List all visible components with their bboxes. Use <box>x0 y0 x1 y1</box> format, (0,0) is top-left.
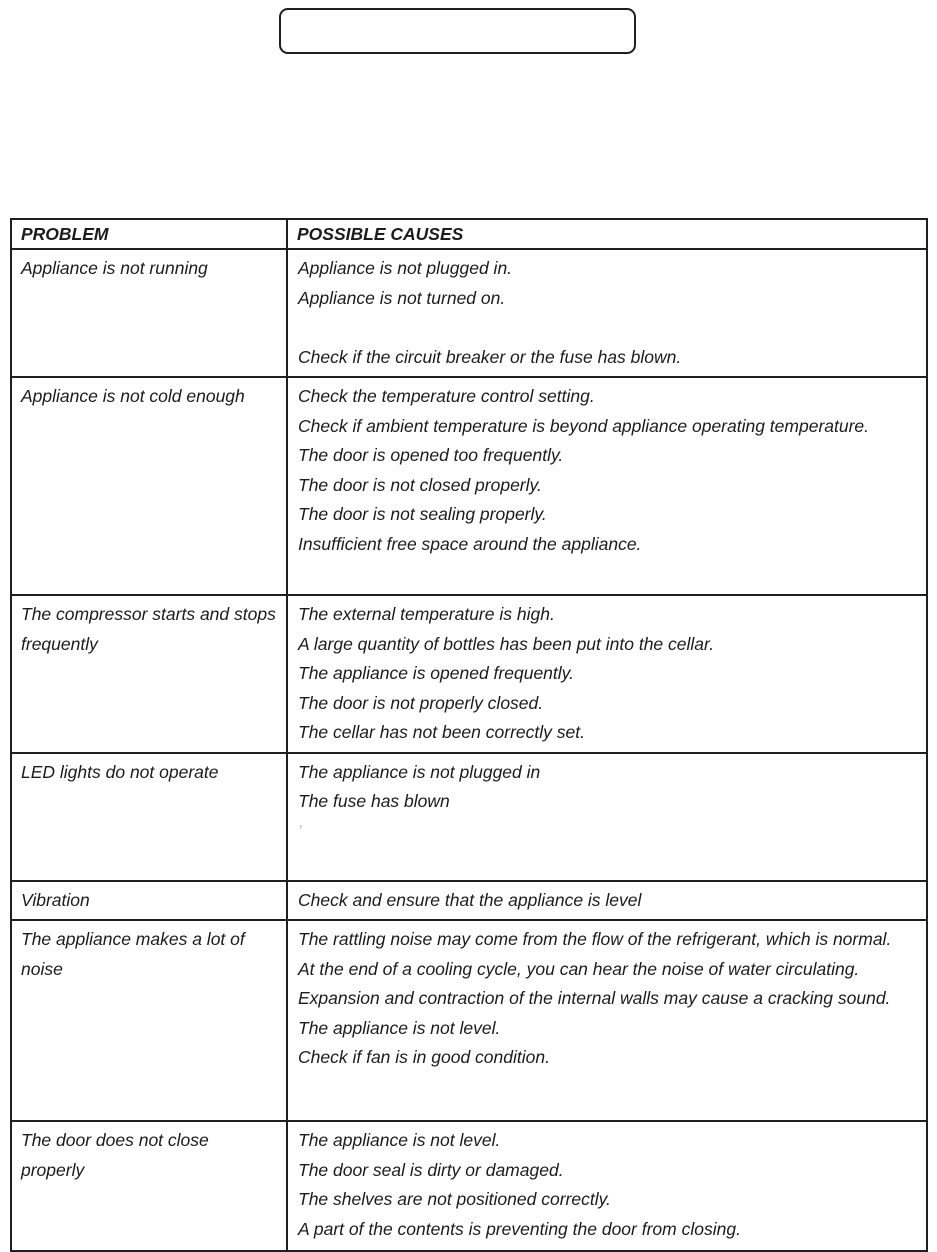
problem-cell: Vibration <box>11 881 287 921</box>
causes-cell <box>287 881 927 921</box>
cause-line: The door is not properly closed. <box>298 692 544 713</box>
table-row <box>11 753 927 881</box>
causes-cell <box>287 1121 927 1251</box>
cause-line: Check if the circuit breaker or the fuse has blown. <box>298 346 682 367</box>
cause-line: Check the temperature control setting. <box>298 386 595 406</box>
cause-line: ' <box>298 820 302 841</box>
cause-line: A large quantity of bottles has been put into the cellar. <box>298 633 715 654</box>
cause-line: Check and ensure that the appliance is level <box>298 889 642 910</box>
problem-cell: Appliance is not cold enough <box>11 377 287 595</box>
cause-line: The door seal is dirty or damaged. <box>298 1159 564 1180</box>
causes-cell <box>287 753 927 881</box>
cause-line: The rattling noise may come from the flow of the refrigerant, which is normal. <box>298 929 892 949</box>
cause-line: The cellar has not been correctly set. <box>298 722 585 742</box>
table-row <box>11 377 927 595</box>
cause-line: The door is not sealing properly. <box>298 504 547 524</box>
cause-line: The appliance is not level. <box>298 1130 501 1150</box>
cause-line: The fuse has blown <box>298 791 450 811</box>
cause-line: The external temperature is high. <box>298 604 555 624</box>
cause-line: Check if fan is in good condition. <box>298 1047 550 1067</box>
cause-line: Expansion and contraction of the internal walls may cause a cracking sound. <box>298 988 891 1008</box>
title-box <box>279 8 636 54</box>
cause-line: The appliance is opened frequently. <box>298 663 574 683</box>
problem-cell: The appliance makes a lot of noise <box>11 920 287 1121</box>
table-row <box>11 1121 927 1251</box>
cause-line: The appliance is not level. <box>298 1017 501 1038</box>
causes-column-header: POSSIBLE CAUSES <box>287 219 927 249</box>
cause-line: A part of the contents is preventing the door from closing. <box>298 1218 741 1239</box>
table-row <box>11 881 927 921</box>
causes-cell <box>287 249 927 377</box>
cause-line: Appliance is not plugged in. <box>298 258 513 278</box>
cause-line: The door is opened too frequently. <box>298 445 564 465</box>
cause-line: At the end of a cooling cycle, you can hear the noise of water circulating. <box>298 958 860 979</box>
cause-line <box>298 846 909 876</box>
problem-column-header: PROBLEM <box>11 219 287 249</box>
cause-line: Insufficient free space around the appliance. <box>298 533 642 554</box>
table-row <box>11 920 927 1121</box>
causes-cell <box>287 595 927 753</box>
causes-cell <box>287 377 927 595</box>
cause-line: The shelves are not positioned correctly. <box>298 1189 611 1209</box>
cause-line: The appliance is not plugged in <box>298 761 541 782</box>
cause-line: Check if ambient temperature is beyond appliance operating temperature. <box>298 415 870 436</box>
table-row <box>11 249 927 377</box>
table-header-row <box>11 219 927 249</box>
problem-cell: Appliance is not running <box>11 249 287 377</box>
troubleshooting-table <box>10 218 928 1252</box>
cause-line <box>298 313 909 343</box>
problem-cell: LED lights do not operate <box>11 753 287 881</box>
problem-cell: The compressor starts and stops frequently <box>11 595 287 753</box>
table-row <box>11 595 927 753</box>
cause-line: Appliance is not turned on. <box>298 287 506 308</box>
problem-cell: The door does not close properly <box>11 1121 287 1251</box>
causes-cell <box>287 920 927 1121</box>
cause-line: The door is not closed properly. <box>298 474 542 495</box>
